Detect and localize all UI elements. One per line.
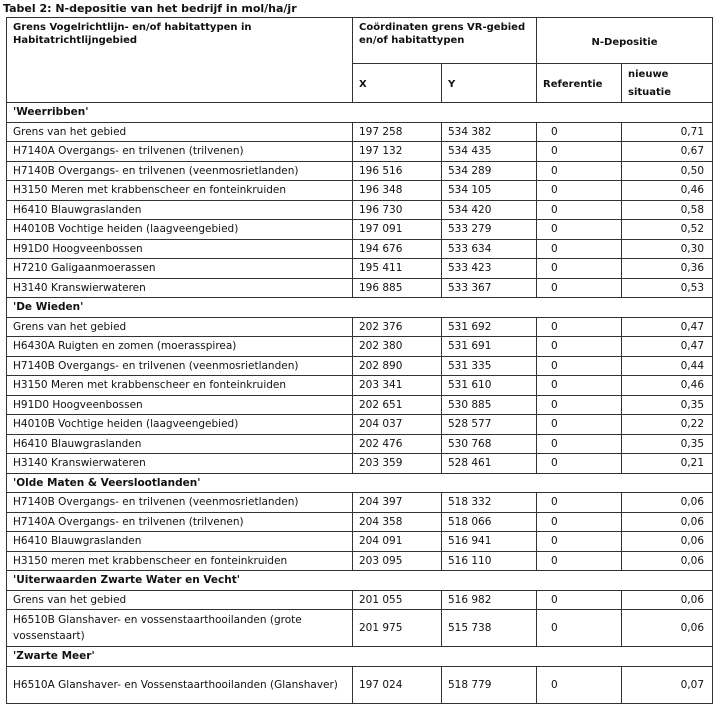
x-coordinate-cell: 202 890	[353, 356, 442, 376]
x-coordinate-cell: 197 132	[353, 142, 442, 162]
header-coordinates: Coördinaten grens VR-gebied en/of habitattypen	[353, 18, 537, 64]
referentie-cell: 0	[537, 337, 622, 357]
x-coordinate-cell: 204 397	[353, 493, 442, 513]
referentie-cell: 0	[537, 278, 622, 298]
y-coordinate-cell: 533 279	[442, 220, 537, 240]
table-row	[7, 493, 713, 513]
x-coordinate-cell: 196 885	[353, 278, 442, 298]
header-nieuwe-situatie: nieuwe situatie	[622, 64, 713, 103]
referentie-cell: 0	[537, 259, 622, 279]
y-coordinate-cell: 534 105	[442, 181, 537, 201]
y-coordinate-cell: 531 610	[442, 376, 537, 396]
section-row	[7, 473, 713, 493]
nieuwe-situatie-cell: 0,52	[622, 220, 713, 240]
nieuwe-situatie-cell: 0,67	[622, 142, 713, 162]
table-row	[7, 200, 713, 220]
y-coordinate-cell: 534 420	[442, 200, 537, 220]
section-name: 'Weerribben'	[7, 103, 713, 123]
nieuwe-situatie-cell: 0,47	[622, 317, 713, 337]
deposition-table	[6, 17, 713, 704]
referentie-cell: 0	[537, 220, 622, 240]
x-coordinate-cell: 201 975	[353, 610, 442, 647]
section-name: 'Olde Maten & Veerslootlanden'	[7, 473, 713, 493]
x-coordinate-cell: 196 516	[353, 161, 442, 181]
y-coordinate-cell: 515 738	[442, 610, 537, 647]
x-coordinate-cell: 201 055	[353, 590, 442, 610]
habitat-cell: H3150 Meren met krabbenscheer en fonteinkruiden	[7, 181, 353, 201]
table-row	[7, 610, 713, 647]
x-coordinate-cell: 202 476	[353, 434, 442, 454]
x-coordinate-cell: 197 258	[353, 122, 442, 142]
referentie-cell: 0	[537, 493, 622, 513]
y-coordinate-cell: 518 066	[442, 512, 537, 532]
table-row	[7, 259, 713, 279]
referentie-cell: 0	[537, 454, 622, 474]
x-coordinate-cell: 203 341	[353, 376, 442, 396]
x-coordinate-cell: 203 095	[353, 551, 442, 571]
section-row	[7, 647, 713, 667]
habitat-cell: H7140B Overgangs- en trilvenen (veenmosrietlanden)	[7, 493, 353, 513]
table-title: Tabel 2: N-depositie van het bedrijf in mol/ha/jr	[3, 2, 297, 15]
y-coordinate-cell: 530 768	[442, 434, 537, 454]
y-coordinate-cell: 516 110	[442, 551, 537, 571]
habitat-cell: Grens van het gebied	[7, 317, 353, 337]
y-coordinate-cell: 516 941	[442, 532, 537, 552]
referentie-cell: 0	[537, 161, 622, 181]
section-name: 'Zwarte Meer'	[7, 647, 713, 667]
habitat-cell: H3150 Meren met krabbenscheer en fonteinkruiden	[7, 376, 353, 396]
referentie-cell: 0	[537, 356, 622, 376]
referentie-cell: 0	[537, 551, 622, 571]
table-row	[7, 122, 713, 142]
habitat-cell: H7140B Overgangs- en trilvenen (veenmosrietlanden)	[7, 356, 353, 376]
nieuwe-situatie-cell: 0,47	[622, 337, 713, 357]
x-coordinate-cell: 197 024	[353, 666, 442, 703]
nieuwe-situatie-cell: 0,06	[622, 532, 713, 552]
x-coordinate-cell: 195 411	[353, 259, 442, 279]
table-row	[7, 415, 713, 435]
nieuwe-situatie-cell: 0,53	[622, 278, 713, 298]
nieuwe-situatie-cell: 0,46	[622, 181, 713, 201]
nieuwe-situatie-cell: 0,58	[622, 200, 713, 220]
habitat-cell: H4010B Vochtige heiden (laagveengebied)	[7, 220, 353, 240]
habitat-cell: H6410 Blauwgraslanden	[7, 434, 353, 454]
table-row	[7, 278, 713, 298]
header-y: Y	[442, 64, 537, 103]
nieuwe-situatie-cell: 0,44	[622, 356, 713, 376]
x-coordinate-cell: 202 651	[353, 395, 442, 415]
referentie-cell: 0	[537, 666, 622, 703]
table-row	[7, 220, 713, 240]
nieuwe-situatie-cell: 0,71	[622, 122, 713, 142]
table-row	[7, 337, 713, 357]
nieuwe-situatie-cell: 0,07	[622, 666, 713, 703]
x-coordinate-cell: 203 359	[353, 454, 442, 474]
x-coordinate-cell: 197 091	[353, 220, 442, 240]
section-row	[7, 298, 713, 318]
y-coordinate-cell: 534 435	[442, 142, 537, 162]
nieuwe-situatie-cell: 0,22	[622, 415, 713, 435]
y-coordinate-cell: 516 982	[442, 590, 537, 610]
table-row	[7, 161, 713, 181]
habitat-cell: H6410 Blauwgraslanden	[7, 200, 353, 220]
x-coordinate-cell: 204 091	[353, 532, 442, 552]
table-row	[7, 532, 713, 552]
y-coordinate-cell: 528 461	[442, 454, 537, 474]
habitat-cell: H6410 Blauwgraslanden	[7, 532, 353, 552]
y-coordinate-cell: 518 332	[442, 493, 537, 513]
y-coordinate-cell: 531 692	[442, 317, 537, 337]
y-coordinate-cell: 528 577	[442, 415, 537, 435]
referentie-cell: 0	[537, 200, 622, 220]
y-coordinate-cell: 530 885	[442, 395, 537, 415]
section-name: 'De Wieden'	[7, 298, 713, 318]
y-coordinate-cell: 518 779	[442, 666, 537, 703]
nieuwe-situatie-cell: 0,06	[622, 493, 713, 513]
nieuwe-situatie-cell: 0,35	[622, 434, 713, 454]
referentie-cell: 0	[537, 122, 622, 142]
referentie-cell: 0	[537, 181, 622, 201]
nieuwe-situatie-cell: 0,21	[622, 454, 713, 474]
table-row	[7, 239, 713, 259]
section-row	[7, 571, 713, 591]
referentie-cell: 0	[537, 610, 622, 647]
referentie-cell: 0	[537, 142, 622, 162]
habitat-cell: H6430A Ruigten en zomen (moerasspirea)	[7, 337, 353, 357]
header-x: X	[353, 64, 442, 103]
referentie-cell: 0	[537, 434, 622, 454]
habitat-cell: Grens van het gebied	[7, 590, 353, 610]
referentie-cell: 0	[537, 512, 622, 532]
x-coordinate-cell: 196 730	[353, 200, 442, 220]
nieuwe-situatie-cell: 0,06	[622, 610, 713, 647]
habitat-cell: H7210 Galigaanmoerassen	[7, 259, 353, 279]
table-row	[7, 434, 713, 454]
nieuwe-situatie-cell: 0,35	[622, 395, 713, 415]
habitat-cell: H91D0 Hoogveenbossen	[7, 239, 353, 259]
referentie-cell: 0	[537, 317, 622, 337]
nieuwe-situatie-cell: 0,06	[622, 551, 713, 571]
table-row	[7, 551, 713, 571]
x-coordinate-cell: 202 380	[353, 337, 442, 357]
y-coordinate-cell: 533 634	[442, 239, 537, 259]
x-coordinate-cell: 194 676	[353, 239, 442, 259]
y-coordinate-cell: 531 335	[442, 356, 537, 376]
header-referentie: Referentie	[537, 64, 622, 103]
habitat-cell: H7140A Overgangs- en trilvenen (trilvenen)	[7, 512, 353, 532]
habitat-cell: H6510A Glanshaver- en Vossenstaarthooilanden (Glanshaver)	[7, 666, 353, 703]
referentie-cell: 0	[537, 532, 622, 552]
y-coordinate-cell: 533 367	[442, 278, 537, 298]
x-coordinate-cell: 204 037	[353, 415, 442, 435]
table-row	[7, 317, 713, 337]
table-row	[7, 512, 713, 532]
nieuwe-situatie-cell: 0,46	[622, 376, 713, 396]
header-habitat: Grens Vogelrichtlijn- en/of habitattypen in Habitatrichtlijngebied	[7, 18, 353, 103]
table-row	[7, 454, 713, 474]
table-row	[7, 142, 713, 162]
table-row	[7, 590, 713, 610]
y-coordinate-cell: 534 289	[442, 161, 537, 181]
table-row	[7, 666, 713, 703]
habitat-cell: H3140 Kranswierwateren	[7, 278, 353, 298]
x-coordinate-cell: 204 358	[353, 512, 442, 532]
referentie-cell: 0	[537, 239, 622, 259]
nieuwe-situatie-cell: 0,06	[622, 512, 713, 532]
x-coordinate-cell: 202 376	[353, 317, 442, 337]
habitat-cell: H3140 Kranswierwateren	[7, 454, 353, 474]
habitat-cell: H6510B Glanshaver- en vossenstaarthooilanden (grote vossenstaart)	[7, 610, 353, 647]
y-coordinate-cell: 531 691	[442, 337, 537, 357]
table-row	[7, 395, 713, 415]
header-n-depositie: N-Depositie	[537, 18, 713, 64]
table-row	[7, 376, 713, 396]
referentie-cell: 0	[537, 590, 622, 610]
referentie-cell: 0	[537, 415, 622, 435]
x-coordinate-cell: 196 348	[353, 181, 442, 201]
y-coordinate-cell: 534 382	[442, 122, 537, 142]
habitat-cell: Grens van het gebied	[7, 122, 353, 142]
section-row	[7, 103, 713, 123]
section-name: 'Uiterwaarden Zwarte Water en Vecht'	[7, 571, 713, 591]
table-row	[7, 356, 713, 376]
referentie-cell: 0	[537, 395, 622, 415]
nieuwe-situatie-cell: 0,06	[622, 590, 713, 610]
referentie-cell: 0	[537, 376, 622, 396]
habitat-cell: H91D0 Hoogveenbossen	[7, 395, 353, 415]
nieuwe-situatie-cell: 0,36	[622, 259, 713, 279]
habitat-cell: H7140A Overgangs- en trilvenen (trilvenen)	[7, 142, 353, 162]
nieuwe-situatie-cell: 0,50	[622, 161, 713, 181]
table-body	[7, 103, 713, 704]
habitat-cell: H4010B Vochtige heiden (laagveengebied)	[7, 415, 353, 435]
nieuwe-situatie-cell: 0,30	[622, 239, 713, 259]
habitat-cell: H3150 meren met krabbenscheer en fonteinkruiden	[7, 551, 353, 571]
habitat-cell: H7140B Overgangs- en trilvenen (veenmosrietlanden)	[7, 161, 353, 181]
table-row	[7, 181, 713, 201]
y-coordinate-cell: 533 423	[442, 259, 537, 279]
